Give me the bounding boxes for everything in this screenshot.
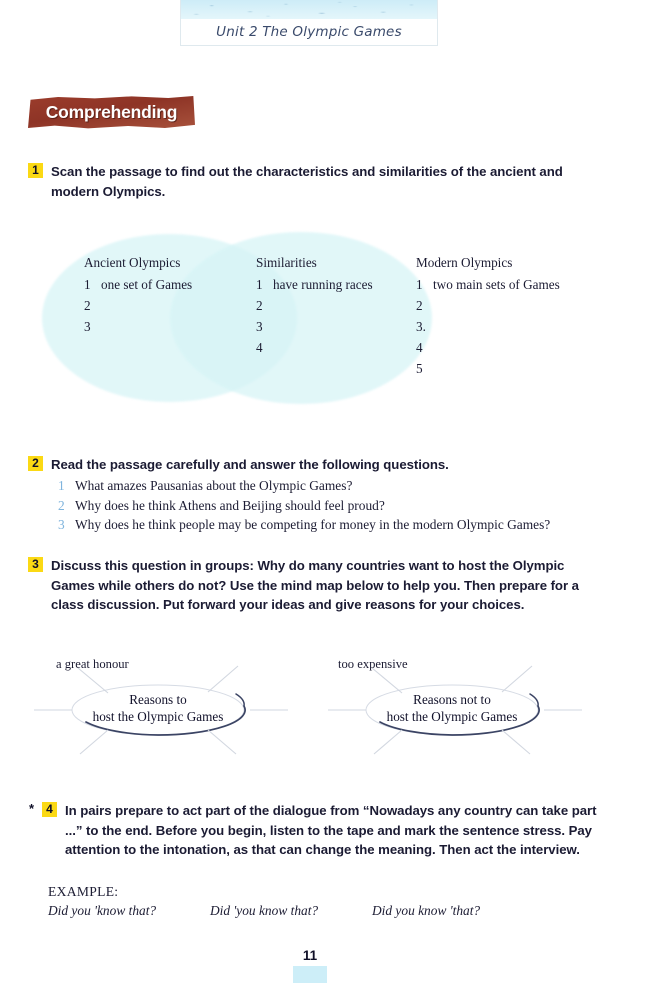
venn-column-similarities [256, 252, 373, 358]
mind-map-left-center-line1: Reasons to [129, 692, 187, 707]
example-sentences [48, 903, 608, 923]
question-number: 1 [58, 478, 65, 493]
unit-title: Unit 2 The Olympic Games [216, 24, 402, 40]
venn-column-title: Modern Olympics [416, 255, 513, 270]
mind-map-right-center-line2: host the Olympic Games [386, 709, 518, 724]
exercise-2-question-list [58, 476, 550, 535]
exercise-4 [29, 801, 607, 860]
exercise-3 [28, 556, 606, 615]
venn-column-title: Similarities [256, 255, 317, 270]
list-item [58, 515, 550, 535]
venn-row-number: 4 [416, 340, 423, 355]
venn-row-number: 2 [256, 298, 263, 313]
venn-row [84, 274, 192, 295]
section-heading-label: Comprehending [45, 101, 178, 122]
mind-map-right-branch-label: too expensive [338, 657, 408, 671]
list-item [58, 496, 550, 516]
exercise-1-number: 1 [28, 163, 43, 178]
venn-row-number: 4 [256, 340, 263, 355]
venn-row [416, 295, 560, 316]
venn-row-number: 3 [84, 319, 91, 334]
mind-map-left-center [68, 691, 248, 725]
page-number: 11 [293, 945, 327, 966]
venn-row [256, 316, 373, 337]
question-text: Why does he think people may be competing for money in the modern Olympic Games? [75, 517, 551, 532]
venn-row [416, 316, 560, 337]
question-number: 2 [58, 497, 65, 513]
example-label: EXAMPLE: [48, 884, 119, 899]
exercise-1 [28, 162, 606, 201]
footer-color-bar [293, 966, 327, 983]
venn-row [84, 316, 192, 337]
question-text: Why does he think Athens and Beijing should feel proud? [75, 497, 385, 513]
example-sentence: Did you know 'that? [372, 903, 481, 918]
venn-row [256, 295, 373, 316]
question-text: What amazes Pausanias about the Olympic Games? [75, 478, 353, 493]
exercise-4-text: In pairs prepare to act part of the dialogue from “Nowadays any country can take part ...” to the end. Before you begin, listen to the tape and mark the sentence stress. Pay attention to the intonation, as that can change the meaning. Then act the interview. [65, 803, 597, 857]
question-number: 3 [58, 517, 65, 532]
page-footer [293, 945, 327, 983]
venn-row-number: 3. [416, 319, 426, 334]
venn-row [416, 337, 560, 358]
venn-column-title: Ancient Olympics [84, 255, 181, 270]
venn-row [416, 274, 560, 295]
venn-row-number: 1 [416, 277, 423, 292]
example-sentence: Did you 'know that? [48, 903, 157, 918]
venn-diagram [42, 232, 560, 407]
venn-row-number: 3 [256, 319, 263, 334]
venn-row-text: one set of Games [101, 277, 193, 292]
exercise-3-text: Discuss this question in groups: Why do many countries want to host the Olympic Games while others do not? Use the mind map below to help you. Then prepare for a class discussion. Put forward your ideas and give reasons for your choices. [51, 558, 579, 612]
mind-map-left-branch-label: a great honour [56, 657, 129, 671]
exercise-1-text: Scan the passage to find out the characteristics and similarities of the ancient and modern Olympics. [51, 164, 563, 199]
exercise-3-number: 3 [28, 557, 43, 572]
venn-row [256, 337, 373, 358]
venn-row-number: 5 [416, 361, 423, 376]
venn-row-number: 1 [84, 277, 91, 292]
mind-map-left-center-line2: host the Olympic Games [92, 709, 224, 724]
mind-map-right-center-line1: Reasons not to [413, 692, 491, 707]
venn-row [84, 295, 192, 316]
venn-row-number: 1 [256, 277, 263, 292]
exercise-2-number: 2 [28, 456, 43, 471]
venn-row-number: 2 [84, 298, 91, 313]
banner-texture-image [181, 0, 437, 19]
unit-header-banner [180, 0, 438, 46]
venn-row-number: 2 [416, 298, 423, 313]
list-item [58, 476, 550, 496]
venn-column-modern-olympics [416, 252, 560, 379]
venn-column-ancient-olympics [84, 252, 192, 337]
venn-row-text: have running races [273, 277, 373, 292]
mind-map-diagram [0, 648, 650, 763]
exercise-4-asterisk: * [29, 801, 35, 816]
exercise-2 [28, 455, 606, 475]
exercise-2-text: Read the passage carefully and answer the following questions. [51, 457, 449, 472]
exercise-4-number: 4 [42, 802, 57, 817]
mind-map-right-center [362, 691, 542, 725]
example-sentence: Did 'you know that? [210, 903, 319, 918]
example-block [48, 884, 608, 923]
venn-row [256, 274, 373, 295]
venn-row [416, 358, 560, 379]
section-heading-comprehending [28, 95, 195, 129]
venn-row-text: two main sets of Games [433, 277, 560, 292]
